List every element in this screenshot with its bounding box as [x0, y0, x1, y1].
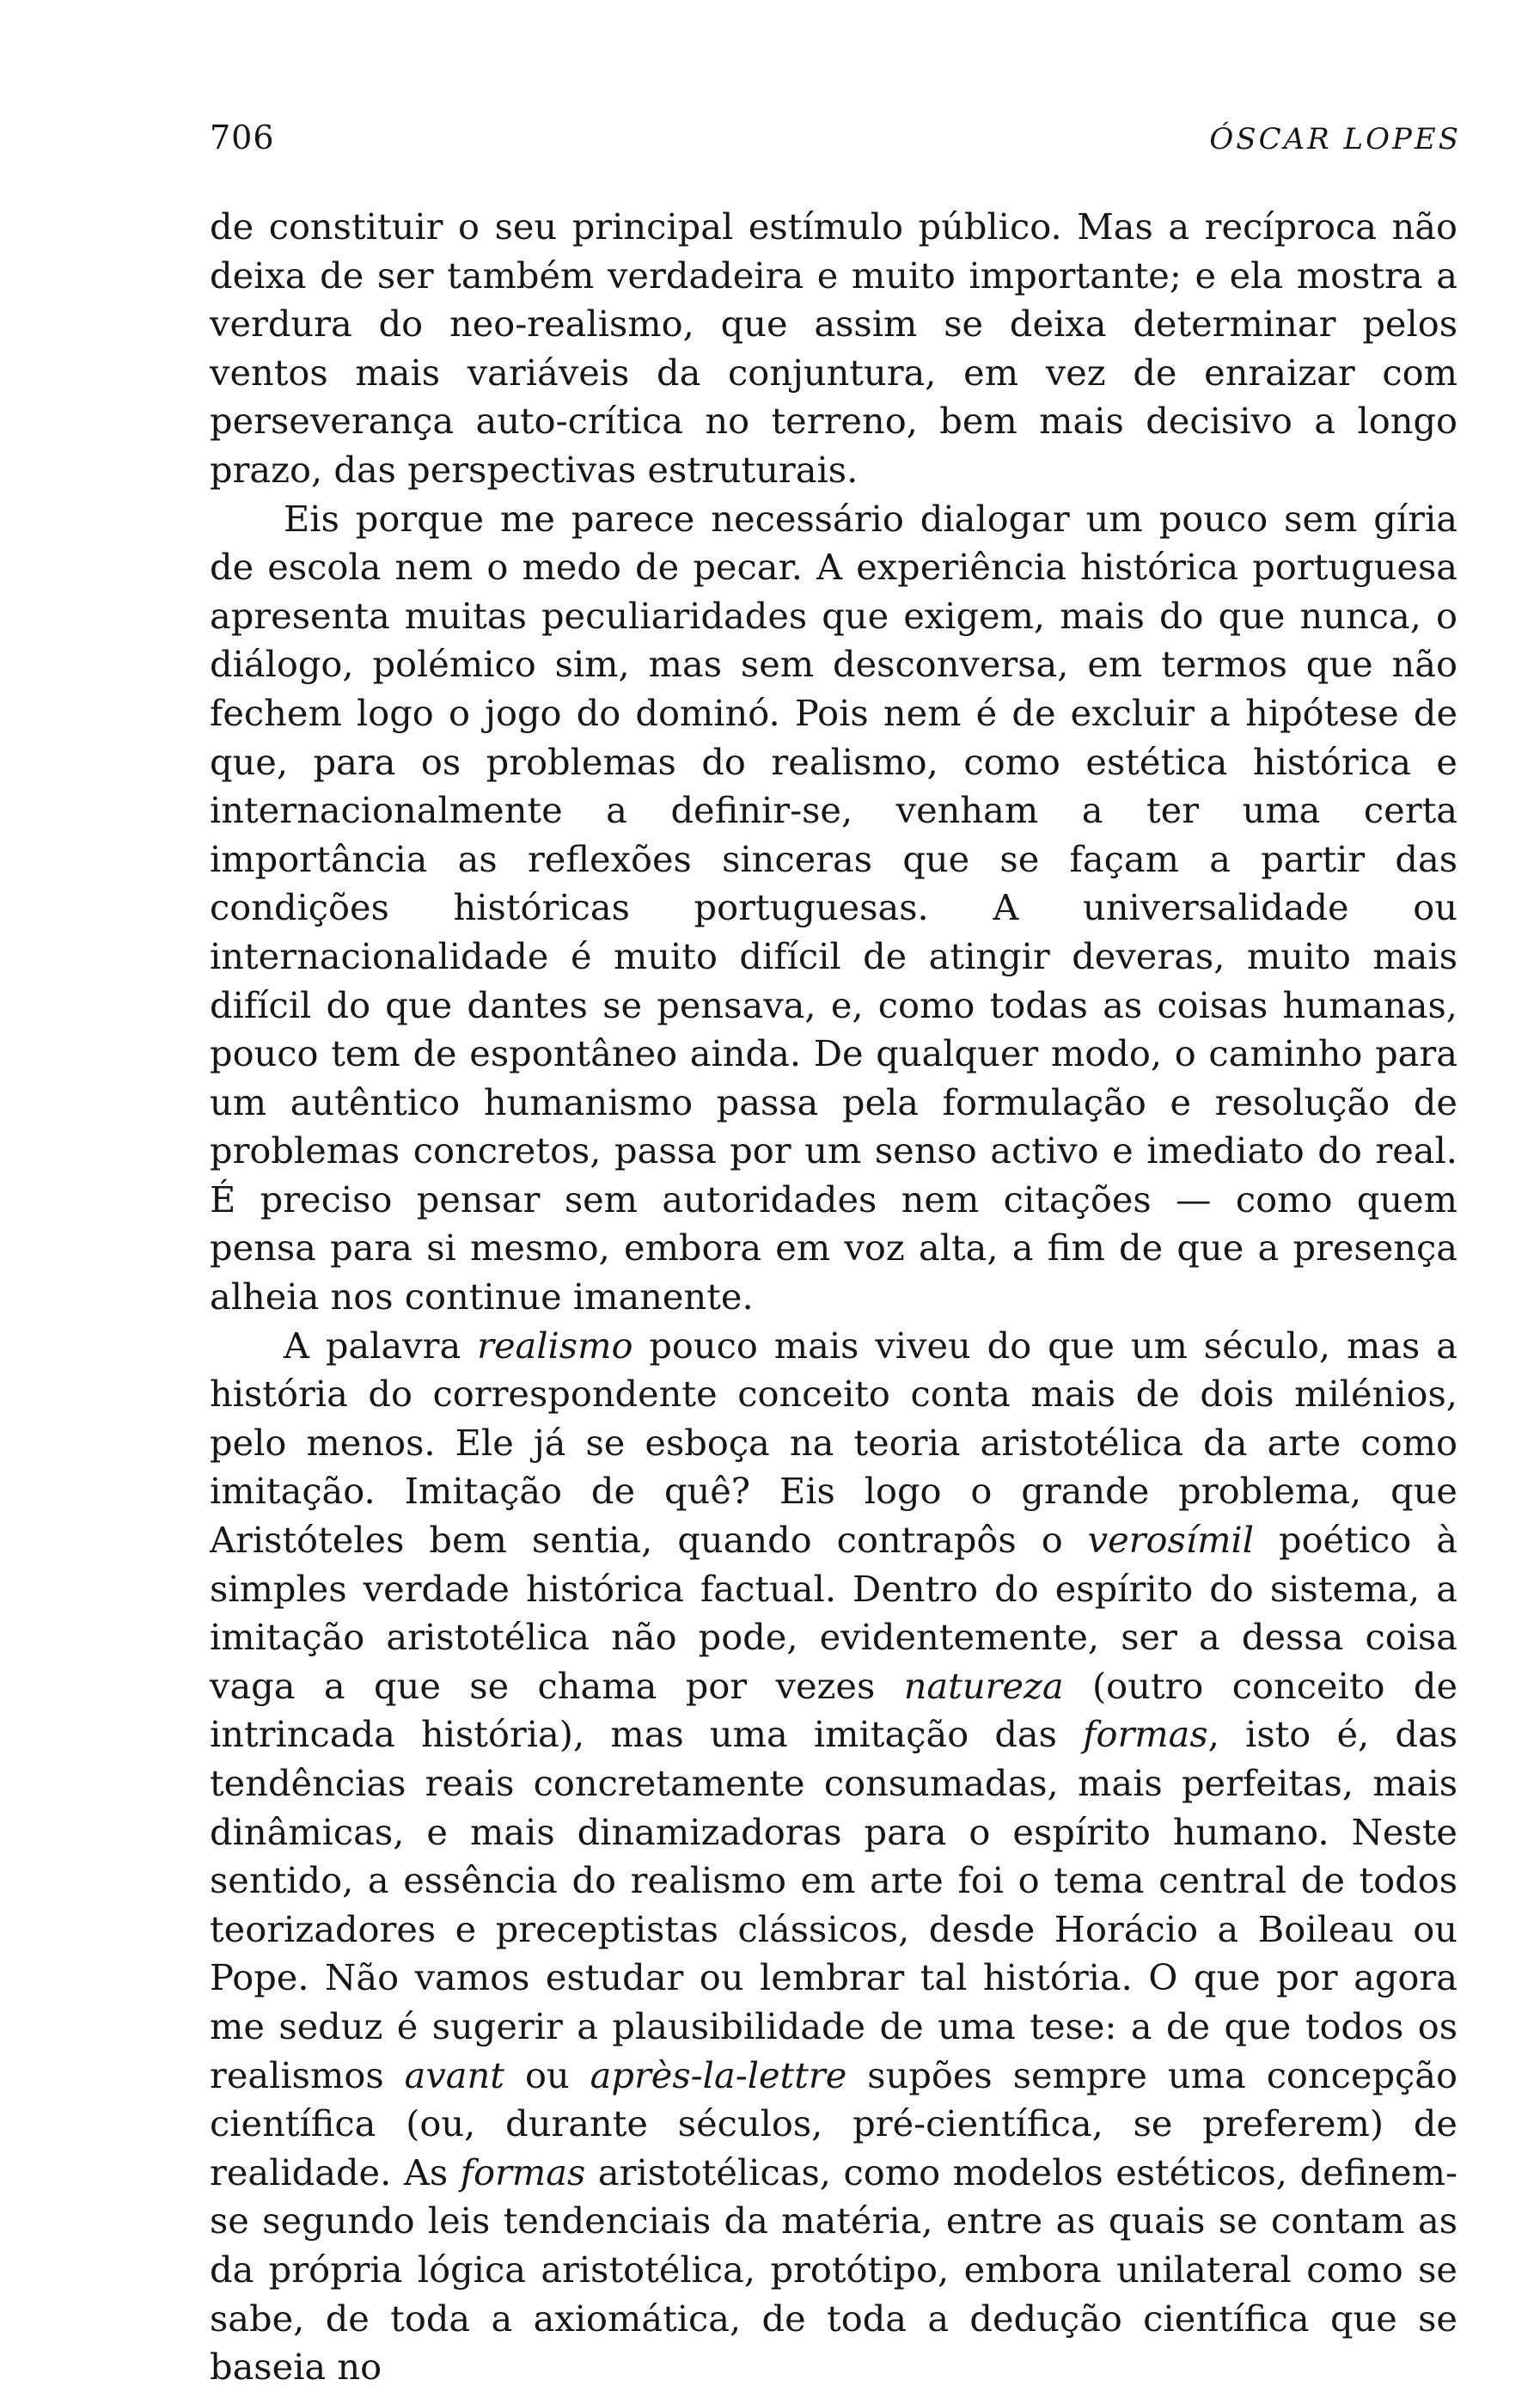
text-segment: ou — [504, 2053, 590, 2096]
italic-term: formas — [1083, 1713, 1208, 1756]
text-segment: A palavra — [284, 1324, 478, 1367]
text-segment: pouco mais viveu do que um século, mas a história do correspondente conceito conta mais de dois milénios, pelo menos. Ele já se esboça na teoria aristotélica da arte como imitação. Imitação de quê? Eis logo o grande problema, que Aristóteles bem sentia, quando contrapôs o — [210, 1324, 1458, 1562]
italic-term: natureza — [903, 1664, 1064, 1707]
italic-term: verosímil — [1087, 1519, 1254, 1562]
paragraph — [210, 1322, 1458, 2392]
page-header — [210, 119, 1461, 170]
italic-term: après-la-lettre — [590, 2053, 847, 2096]
running-head-author: ÓSCAR LOPES — [1209, 122, 1461, 156]
text-segment: Eis porque me parece necessário dialogar um pouco sem gíria de escola nem o medo de pecar. A experiência histórica portuguesa apresenta muitas peculiaridades que exigem, mais do que nunca, o diálogo, polémico sim, mas sem desconversa, em termos que não fechem logo o jogo do dominó. Pois nem é de excluir a hipótese de que, para os problemas do realismo, como estética histórica e internacionalmente a definir-se, venham a ter uma certa importância as reflexões sinceras que se façam a partir das condições históricas portuguesas. A universalidade ou internacionalidade é muito difícil de atingir deveras, muito mais difícil do que dantes se pensava, e, como todas as coisas humanas, pouco tem de espontâneo ainda. De qualquer modo, o caminho para um autêntico humanismo passa pela formulação e resolução de problemas concretos, passa por um senso activo e imediato do real. É preciso pensar sem autoridades nem citações — como quem pensa para si mesmo, embora em voz alta, a fim de que a presença alheia nos continue imanente. — [210, 497, 1458, 1318]
page-number: 706 — [210, 119, 275, 156]
body-text — [210, 203, 1458, 2392]
text-segment: poético à simples verdade histórica factual. Dentro do espírito do sistema, a imitação aristotélica não pode, evidentemente, ser a dessa coisa vaga a que se chama por vezes — [210, 1519, 1458, 1707]
paragraph-continuation — [210, 203, 1458, 495]
italic-term: avant — [404, 2053, 504, 2096]
text-segment: de constituir o seu principal estímulo público. Mas a recíproca não deixa de ser também verdadeira e muito importante; e ela mostra a verdura do neo-realismo, que assim se deixa determinar pelos ventos mais variáveis da conjuntura, em vez de enraizar com perseverança auto-crítica no terreno, bem mais decisivo a longo prazo, das perspectivas estruturais. — [210, 205, 1458, 491]
paragraph — [210, 495, 1458, 1322]
text-segment: aristotélicas, como modelos estéticos, definem-se segundo leis tendenciais da matéria, entre as quais se contam as da própria lógica aristotélica, protótipo, embora unilateral como se sabe, de toda a axiomática, de toda a dedução científica que se baseia no — [210, 2150, 1458, 2389]
text-segment: , isto é, das tendências reais concretamente consumadas, mais perfeitas, mais dinâmicas, e mais dinamizadoras para o espírito humano. Neste sentido, a essência do realismo em arte foi o tema central de todos teorizadores e preceptistas clássicos, desde Horácio a Boileau ou Pope. Não vamos estudar ou lembrar tal história. O que por agora me seduz é sugerir a plausibilidade de uma tese: a de que todos os realismos — [210, 1713, 1458, 2096]
text-segment: supões sempre uma concepção científica (ou, durante séculos, pré-científica, se preferem) de realidade. As — [210, 2053, 1458, 2193]
italic-term: formas — [460, 2150, 586, 2193]
text-segment: (outro conceito de intrincada história), mas uma imitação das — [210, 1664, 1458, 1756]
italic-term: realismo — [477, 1324, 633, 1367]
